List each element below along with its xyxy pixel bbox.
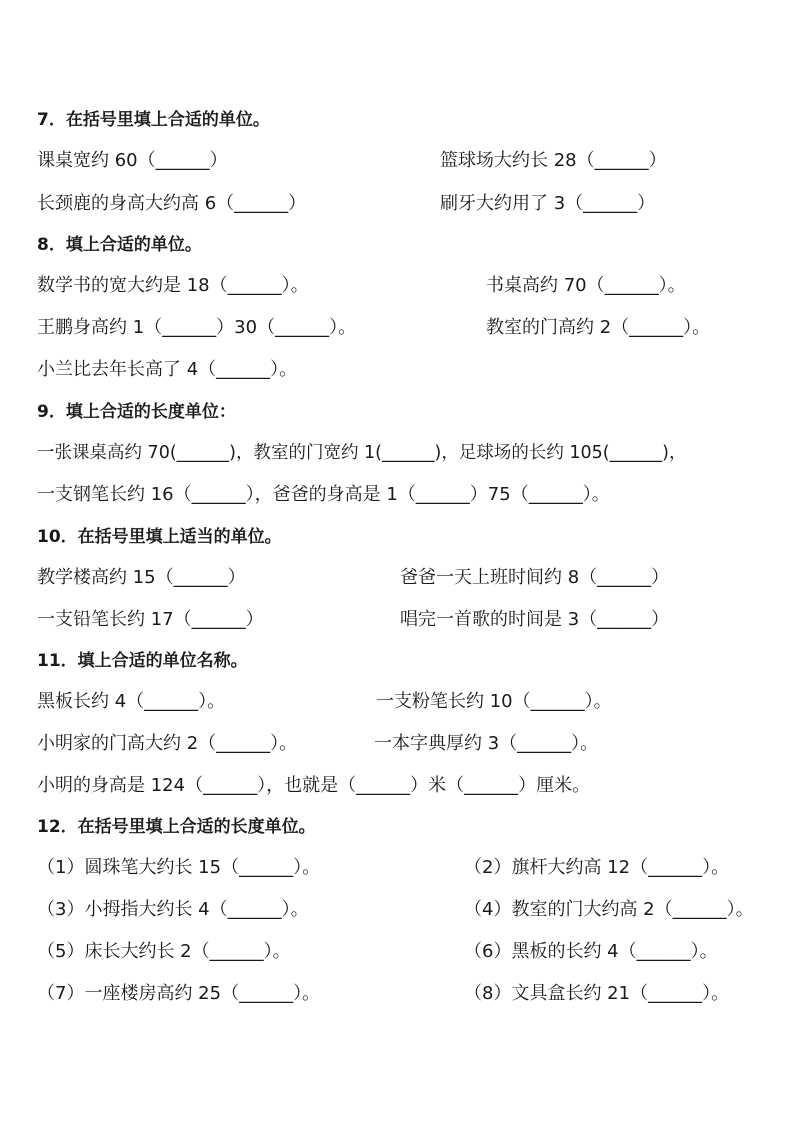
q7-item-3: 长颈鹿的身高大约高 6（______） (37, 193, 307, 214)
q8-item-2: 书桌高约 70（______）。 (486, 275, 686, 296)
q7-item-4: 刷牙大约用了 3（______） (440, 193, 656, 214)
q12-item-3: （3）小拇指大约长 4（______）。 (37, 899, 309, 920)
q12-item-1: （1）圆珠笔大约长 15（______）。 (37, 857, 321, 878)
section-9-heading: 9．填上合适的长度单位： (37, 402, 236, 422)
q12-item-5: （5）床长大约长 2（______）。 (37, 941, 291, 962)
q10-item-3: 一支铅笔长约 17（______） (37, 609, 264, 630)
q8-item-4: 教室的门高约 2（______）。 (486, 317, 711, 338)
q11-item-4: 一本字典厚约 3（______）。 (374, 733, 599, 754)
q8-item-5: 小兰比去年长高了 4（______）。 (37, 359, 298, 380)
q8-item-1: 数学书的宽大约是 18（______）。 (37, 275, 309, 296)
q12-item-7: （7）一座楼房高约 25（______）。 (37, 983, 321, 1004)
q12-item-8: （8）文具盒长约 21（______）。 (464, 983, 730, 1004)
q12-item-2: （2）旗杆大约高 12（______）。 (464, 857, 730, 878)
q7-item-2: 篮球场大约长 28（______） (440, 150, 667, 171)
q11-item-3: 小明家的门高大约 2（______）。 (37, 733, 298, 754)
q9-item-1: 一张课桌高约 70(______)，教室的门宽约 1(______)，足球场的长约 105(______)， (37, 443, 687, 463)
section-10-heading: 10．在括号里填上适当的单位。 (37, 527, 282, 547)
section-12-heading: 12．在括号里填上合适的长度单位。 (37, 817, 316, 837)
q10-item-2: 爸爸一天上班时间约 8（______） (400, 567, 670, 588)
q11-item-5: 小明的身高是 124（______），也就是（______）米（______）厘米。 (37, 775, 591, 796)
q8-item-3: 王鹏身高约 1（______）30（______）。 (37, 317, 357, 338)
q10-item-1: 教学楼高约 15（______） (37, 567, 246, 588)
q11-item-1: 黑板长约 4（______）。 (37, 691, 226, 712)
section-11-heading: 11．填上合适的单位名称。 (37, 651, 248, 671)
section-7-heading: 7．在括号里填上合适的单位。 (37, 110, 270, 130)
q11-item-2: 一支粉笔长约 10（______）。 (376, 691, 612, 712)
q12-item-4: （4）教室的门大约高 2（______）。 (464, 899, 754, 920)
q9-item-2: 一支钢笔长约 16（______），爸爸的身高是 1（______）75（______）。 (37, 484, 610, 505)
q12-item-6: （6）黑板的长约 4（______）。 (464, 941, 718, 962)
section-8-heading: 8．填上合适的单位。 (37, 235, 202, 255)
q10-item-4: 唱完一首歌的时间是 3（______） (400, 609, 670, 630)
q7-item-1: 课桌宽约 60（______） (37, 150, 228, 171)
